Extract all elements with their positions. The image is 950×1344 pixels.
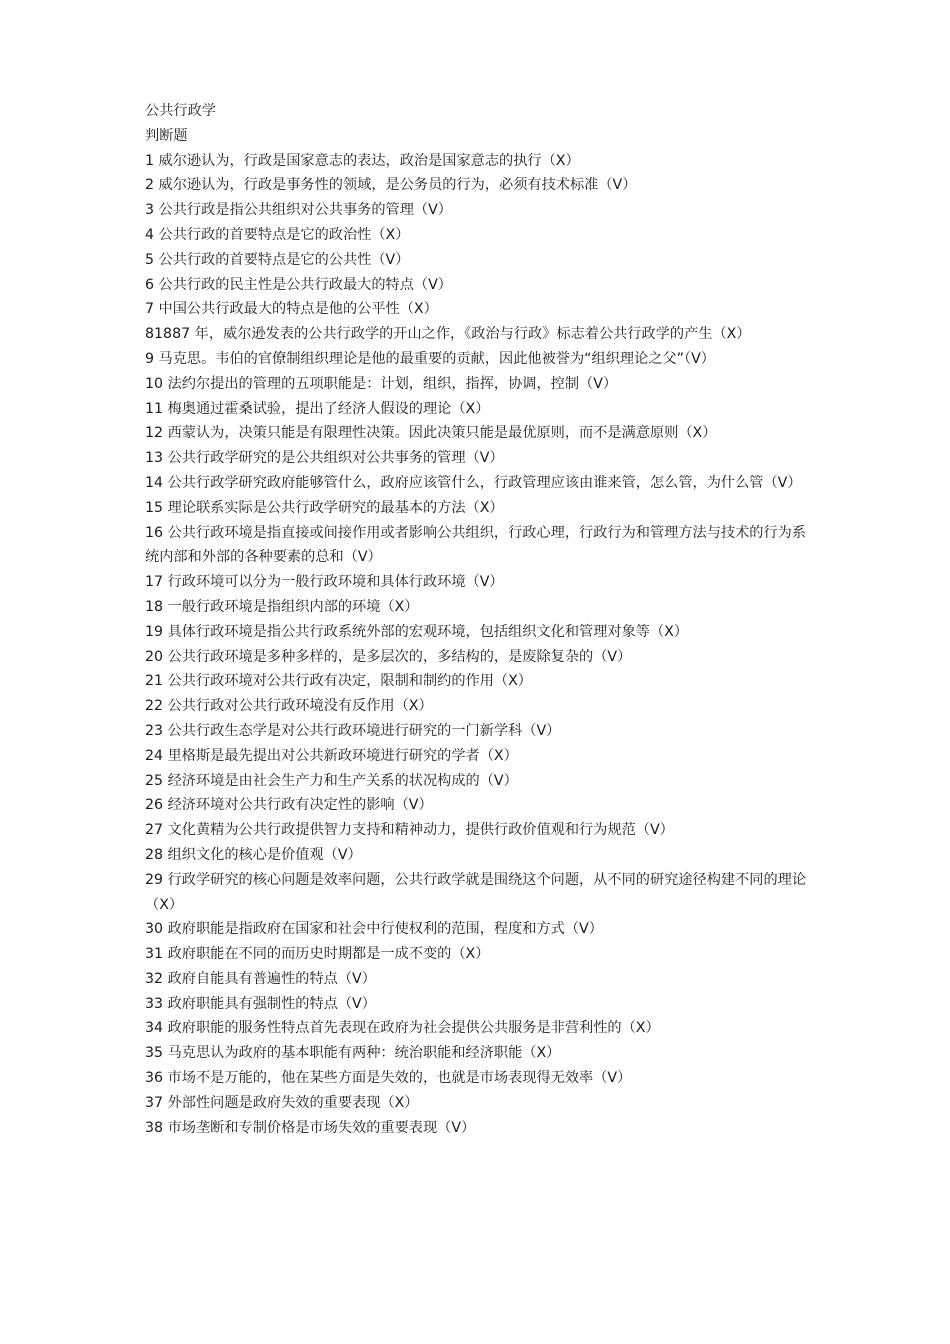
question-item: 33 政府职能具有强制性的特点（V） <box>145 995 376 1012</box>
question-item: 81887 年，威尔逊发表的公共行政学的开山之作，《政治与行政》标志着公共行政学的产生（X） <box>145 326 751 343</box>
question-item: 32 政府自能具有普遍性的特点（V） <box>145 970 376 987</box>
question-item: 35 马克思认为政府的基本职能有两种：统治职能和经济职能（X） <box>145 1045 561 1062</box>
question-item: 6 公共行政的民主性是公共行政最大的特点（V） <box>145 276 452 293</box>
question-item: 38 市场垄断和专制价格是市场失效的重要表现（V） <box>145 1119 476 1136</box>
question-item: 27 文化黄精为公共行政提供智力支持和精神动力，提供行政价值观和行为规范（V） <box>145 822 674 839</box>
document-body <box>145 99 813 1140</box>
question-item: 36 市场不是万能的，他在某些方面是失效的，也就是市场表现得无效率（V） <box>145 1070 632 1087</box>
question-item: 31 政府职能在不同的而历史时期都是一成不变的（X） <box>145 946 490 963</box>
question-item: 5 公共行政的首要特点是它的公共性（V） <box>145 251 410 268</box>
question-list <box>145 149 813 1141</box>
question-item: 19 具体行政环境是指公共行政系统外部的宏观环境，包括组织文化和管理对象等（X） <box>145 623 689 640</box>
question-item: 9 马克思。韦伯的官僚制组织理论是他的最重要的贡献，因此他被誉为“组织理论之父”（V） <box>145 350 715 367</box>
question-item: 26 经济环境对公共行政有决定性的影响（V） <box>145 797 433 814</box>
question-item: 22 公共行政对公共行政环境没有反作用（X） <box>145 698 433 715</box>
question-item: 37 外部性问题是政府失效的重要表现（X） <box>145 1094 419 1111</box>
question-item: 30 政府职能是指政府在国家和社会中行使权利的范围，程度和方式（V） <box>145 921 603 938</box>
question-item: 15 理论联系实际是公共行政学研究的最基本的方法（X） <box>145 499 504 516</box>
section-heading: 判断题 <box>145 127 188 144</box>
question-item: 16 公共行政环境是指直接或间接作用或者影响公共组织，行政心理，行政行为和管理方法与技术的行为系统内部和外部的各种要素的总和（V） <box>145 524 807 566</box>
question-item: 34 政府职能的服务性特点首先表现在政府为社会提供公共服务是非营利性的（X） <box>145 1020 660 1037</box>
question-item: 28 组织文化的核心是价值观（V） <box>145 846 362 863</box>
question-item: 13 公共行政学研究的是公共组织对公共事务的管理（V） <box>145 450 504 467</box>
question-item: 2 威尔逊认为，行政是事务性的领域，是公务员的行为，必须有技术标准（V） <box>145 177 637 194</box>
question-item: 7 中国公共行政最大的特点是他的公平性（X） <box>145 301 438 318</box>
question-item: 4 公共行政的首要特点是它的政治性（X） <box>145 226 410 243</box>
question-item: 3 公共行政是指公共组织对公共事务的管理（V） <box>145 202 452 219</box>
question-item: 25 经济环境是由社会生产力和生产关系的状况构成的（V） <box>145 772 518 789</box>
question-item: 29 行政学研究的核心问题是效率问题，公共行政学就是围绕这个问题，从不同的研究途径构建不同的理论（X） <box>145 871 807 913</box>
question-item: 12 西蒙认为，决策只能是有限理性决策。因此决策只能是最优原则，而不是满意原则（X） <box>145 425 717 442</box>
question-item: 24 里格斯是最先提出对公共新政环境进行研究的学者（X） <box>145 747 518 764</box>
question-item: 10 法约尔提出的管理的五项职能是：计划，组织，指挥，协调，控制（V） <box>145 375 618 392</box>
question-item: 23 公共行政生态学是对公共行政环境进行研究的一门新学科（V） <box>145 722 561 739</box>
question-item: 20 公共行政环境是多种多样的，是多层次的，多结构的，是废除复杂的（V） <box>145 648 632 665</box>
question-item: 14 公共行政学研究政府能够管什么，政府应该管什么，行政管理应该由谁来管，怎么管，为什么管（V） <box>145 474 802 491</box>
question-item: 18 一般行政环境是指组织内部的环境（X） <box>145 598 419 615</box>
question-item: 17 行政环境可以分为一般行政环境和具体行政环境（V） <box>145 574 504 591</box>
document-title: 公共行政学 <box>145 103 216 119</box>
question-item: 1 威尔逊认为，行政是国家意志的表达，政治是国家意志的执行（X） <box>145 152 580 169</box>
question-item: 21 公共行政环境对公共行政有决定，限制和制约的作用（X） <box>145 673 532 690</box>
question-item: 11 梅奥通过霍桑试验，提出了经济人假设的理论（X） <box>145 400 490 417</box>
